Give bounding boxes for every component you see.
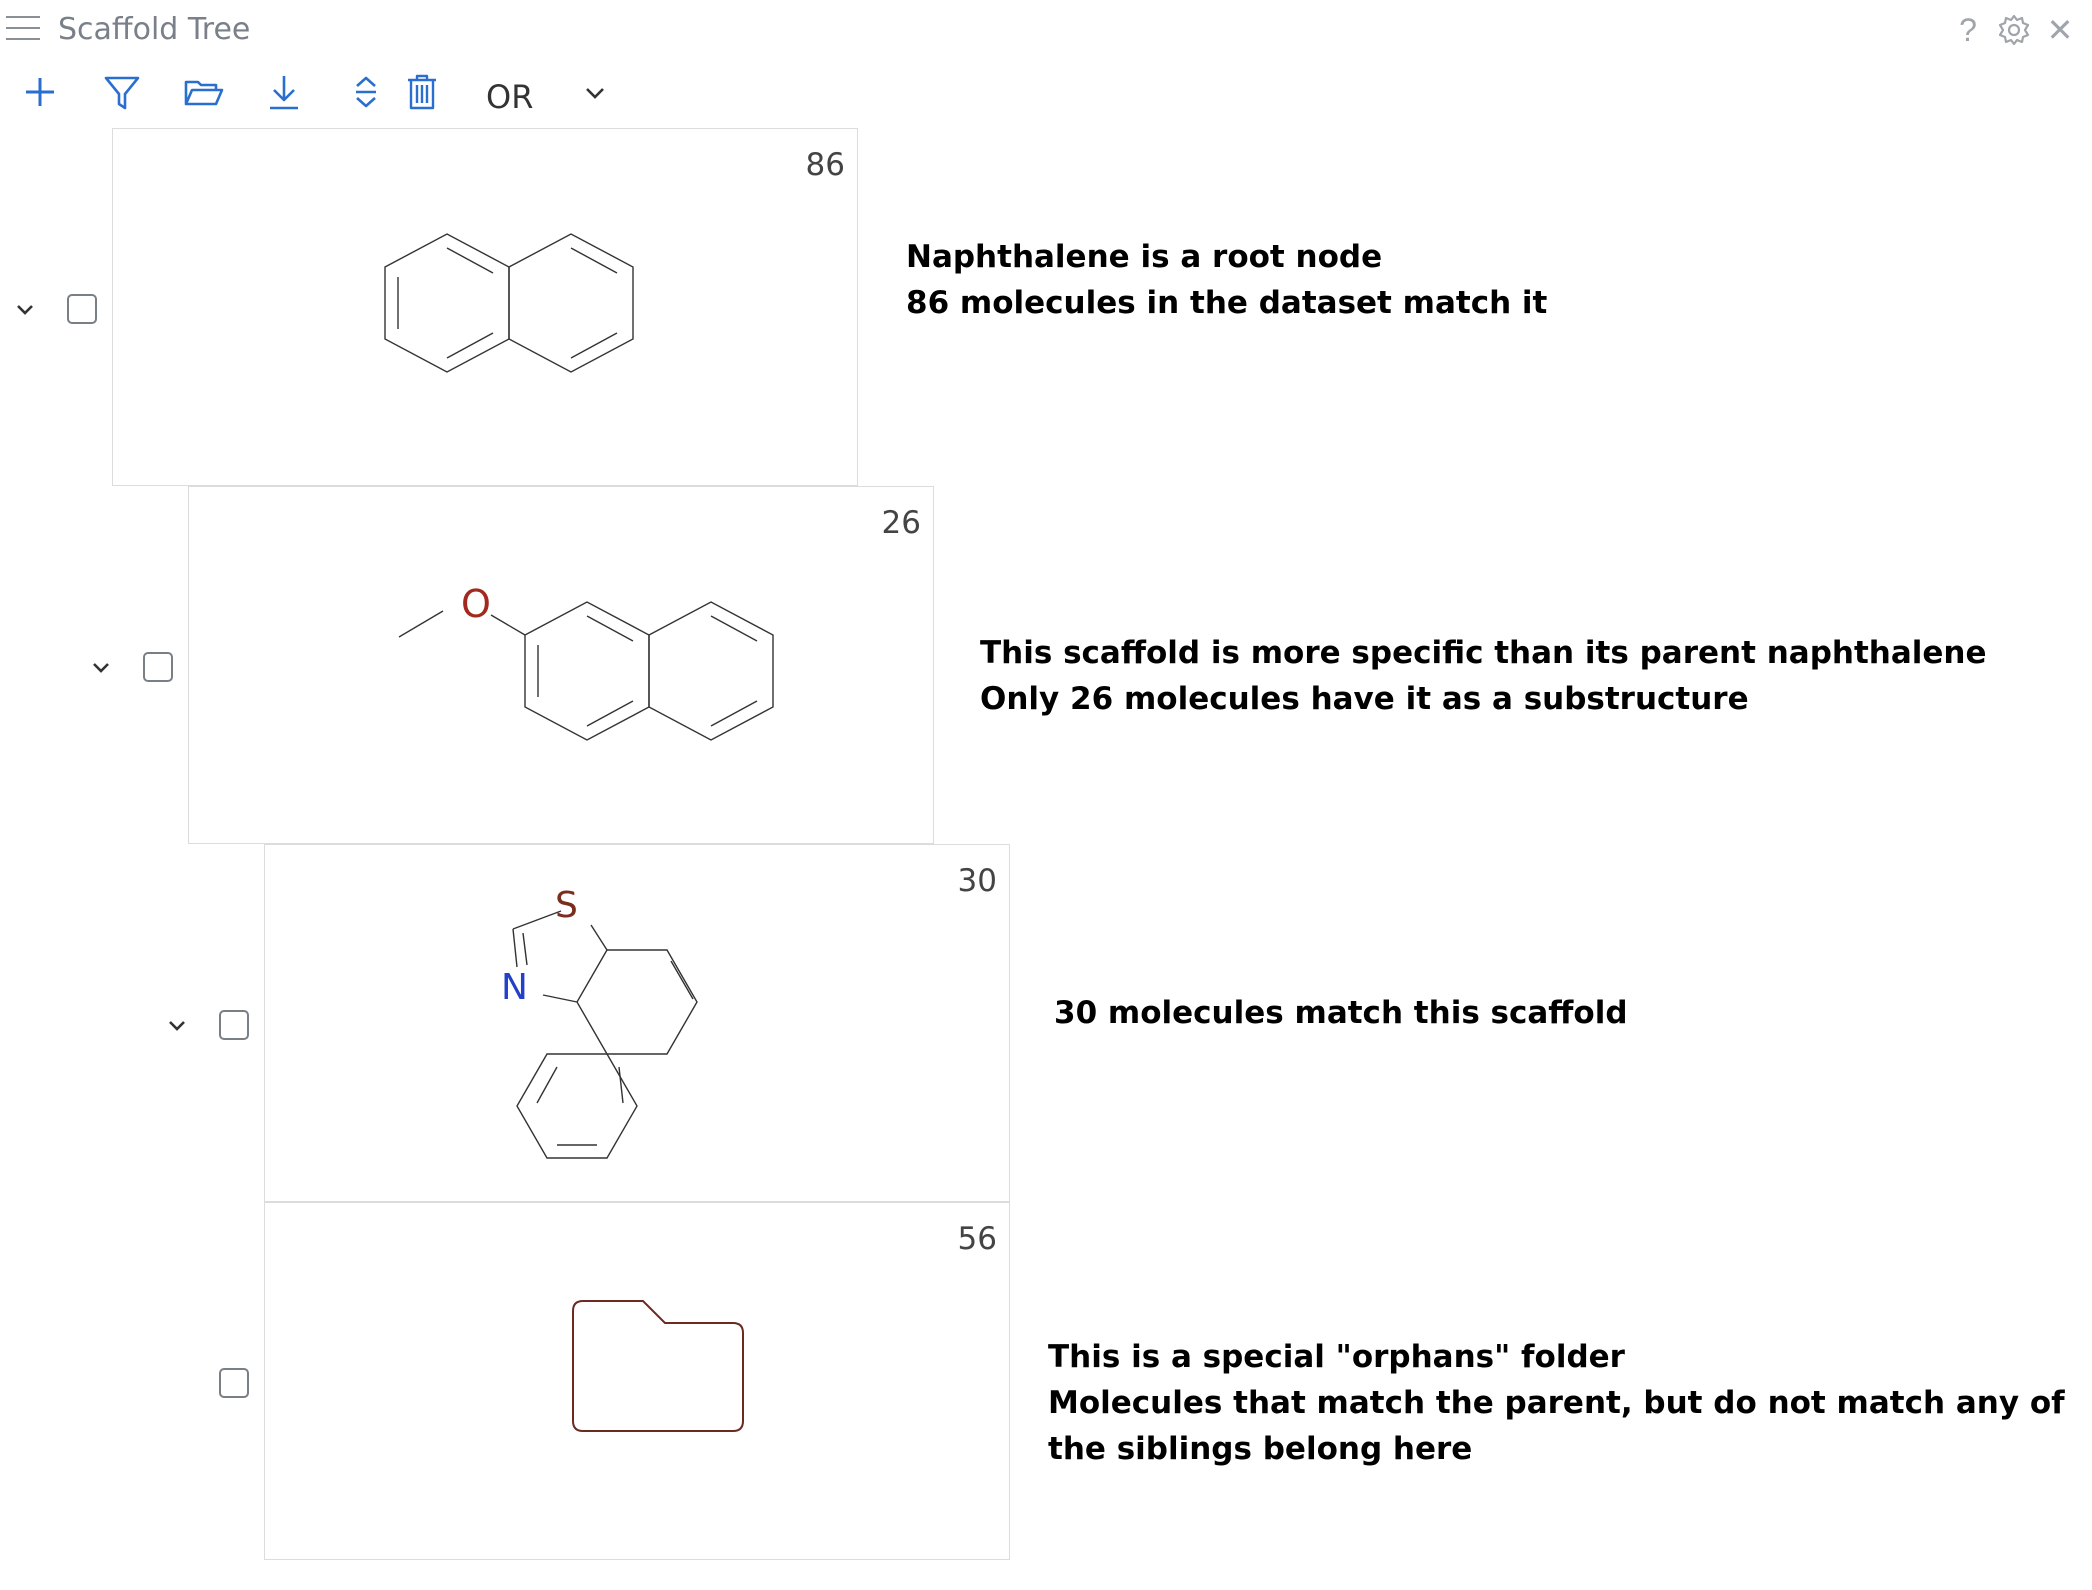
- expand-chevron-icon[interactable]: [86, 652, 116, 682]
- scaffold-node[interactable]: [188, 486, 934, 844]
- node-checkbox[interactable]: [67, 294, 97, 324]
- logic-mode-select[interactable]: OR: [486, 78, 534, 116]
- methoxynaphthalene-structure: [189, 487, 935, 845]
- expand-collapse-icon[interactable]: [344, 70, 388, 114]
- annotation: [906, 234, 1547, 326]
- node-checkbox[interactable]: [143, 652, 173, 682]
- scaffold-node[interactable]: [112, 128, 858, 486]
- close-icon[interactable]: ✕: [2046, 12, 2074, 48]
- node-checkbox[interactable]: [219, 1368, 249, 1398]
- expand-chevron-icon[interactable]: [162, 1010, 192, 1040]
- match-count: 86: [805, 147, 845, 183]
- annotation-line: Naphthalene is a root node: [906, 239, 1383, 275]
- help-icon[interactable]: ?: [1959, 12, 1977, 48]
- annotation: [1048, 1334, 2065, 1472]
- scaffold-node[interactable]: [264, 844, 1010, 1202]
- orphans-node[interactable]: [264, 1202, 1010, 1560]
- trash-icon[interactable]: [400, 70, 444, 114]
- node-checkbox[interactable]: [219, 1010, 249, 1040]
- annotation-line: Only 26 molecules have it as a substructure: [980, 681, 1749, 717]
- match-count: 26: [881, 505, 921, 541]
- annotation-line: the siblings belong here: [1048, 1431, 1473, 1467]
- oxygen-atom-label: O: [461, 582, 491, 626]
- window-title: Scaffold Tree: [58, 12, 251, 47]
- naphthothiazole-structure: [265, 845, 1011, 1203]
- open-folder-icon[interactable]: [182, 70, 226, 114]
- naphthalene-structure: [113, 129, 859, 487]
- expand-chevron-icon[interactable]: [10, 294, 40, 324]
- annotation-line: Molecules that match the parent, but do not match any of: [1048, 1385, 2065, 1421]
- match-count: 30: [957, 863, 997, 899]
- annotation-line: 30 molecules match this scaffold: [1054, 995, 1628, 1031]
- annotation-line: 86 molecules in the dataset match it: [906, 285, 1548, 321]
- filter-icon[interactable]: [100, 70, 144, 114]
- add-icon[interactable]: [18, 70, 62, 114]
- nitrogen-atom-label: N: [501, 967, 528, 1008]
- folder-icon: [265, 1203, 1011, 1561]
- annotation: [1054, 990, 1628, 1036]
- annotation-line: This scaffold is more specific than its parent naphthalene: [980, 635, 1987, 671]
- settings-gear-icon[interactable]: [1996, 12, 2032, 48]
- sulfur-atom-label: S: [555, 885, 578, 926]
- hamburger-menu-icon[interactable]: [6, 16, 42, 44]
- match-count: 56: [957, 1221, 997, 1257]
- download-icon[interactable]: [262, 70, 306, 114]
- chevron-down-icon[interactable]: [578, 76, 612, 110]
- title-bar: [0, 0, 2092, 58]
- annotation: [980, 630, 1987, 722]
- annotation-line: This is a special "orphans" folder: [1048, 1339, 1625, 1375]
- toolbar: [0, 70, 700, 120]
